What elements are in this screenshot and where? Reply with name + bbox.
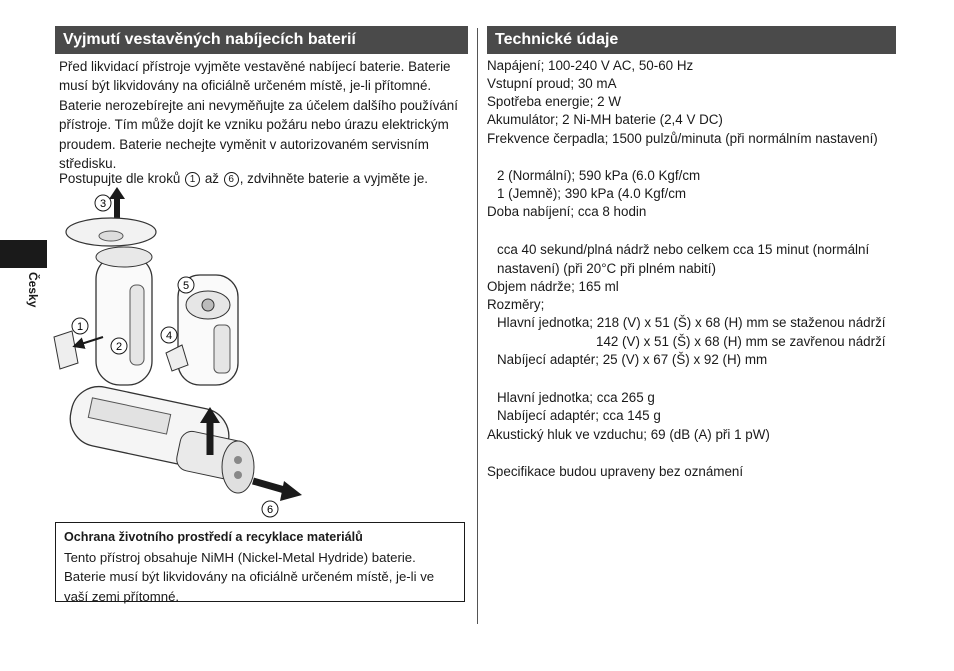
- language-label: Česky: [26, 272, 40, 308]
- spec-line: Doba nabíjení; cca 8 hodin: [487, 204, 647, 219]
- environment-notice-title: Ochrana životního prostředí a recyklace materiálů: [64, 530, 363, 544]
- spec-line: Spotřeba energie; 2 W: [487, 94, 621, 109]
- spec-line: 2 (Normální); 590 kPa (6.0 Kgf/cm: [497, 168, 701, 183]
- spec-line: Rozměry;: [487, 297, 545, 312]
- battery-removal-paragraph: Před likvidací přístroje vyjměte vestavěné nabíjecí baterie. Baterie musí být likvidovány na oficiálně určeném místě, je-li přítomné. Baterie nerozebírejte ani nevyměňujte za účelem dalšího používání přístroje. Tím může dojít ke vzniku požáru nebo úrazu elektrickým proudem. Baterie nechejte vyměnit v autorizovaném servisním středisku.: [59, 59, 458, 172]
- figure-label-3: 3: [99, 198, 107, 210]
- language-tab: [0, 240, 47, 268]
- steps-suffix: , zdvihněte baterie a vyjměte je.: [239, 171, 429, 186]
- technical-data-heading: Technické údaje: [487, 26, 896, 54]
- spec-line: Hlavní jednotka; cca 265 g: [497, 390, 655, 405]
- spec-line: 1 (Jemně); 390 kPa (4.0 Kgf/cm: [497, 186, 687, 201]
- figure-label-2: 2: [115, 341, 123, 353]
- spec-line: Frekvence čerpadla; 1500 pulzů/minuta (při normálním nastavení): [487, 131, 878, 146]
- spec-line: cca 40 sekund/plná nádrž nebo celkem cca 15 minut (normální: [497, 242, 870, 257]
- spec-line: nastavení) (při 20°C při plném nabití): [497, 261, 716, 276]
- spec-line: Hlavní jednotka; 218 (V) x 51 (Š) x 68 (H) mm se staženou nádrží: [497, 315, 886, 330]
- spec-line: Akustický hluk ve vzduchu; 69 (dB (A) při 1 pW): [487, 427, 770, 442]
- figure-label-4: 4: [165, 330, 173, 342]
- figure-label-6: 6: [266, 504, 274, 516]
- steps-mid: až: [204, 171, 219, 186]
- environment-notice-box: [55, 522, 465, 602]
- spec-line: Specifikace budou upraveny bez oznámení: [487, 464, 744, 479]
- spec-line: 142 (V) x 51 (Š) x 68 (H) mm se zavřenou nádrží: [596, 334, 886, 349]
- environment-notice-line: vaší zemi přítomné.: [64, 588, 180, 604]
- spec-line: Napájení; 100-240 V AC, 50-60 Hz: [487, 58, 694, 73]
- steps-prefix: Postupujte dle kroků: [59, 171, 181, 186]
- spec-line: Objem nádrže; 165 ml: [487, 279, 619, 294]
- column-divider: [477, 28, 478, 624]
- step-1-marker: 1: [185, 172, 200, 187]
- figure-label-5: 5: [182, 280, 190, 292]
- spec-line: Nabíjecí adaptér; 25 (V) x 67 (Š) x 92 (H) mm: [497, 352, 768, 367]
- figure-label-1: 1: [76, 321, 84, 333]
- environment-notice-line: Tento přístroj obsahuje NiMH (Nickel-Metal Hydride) baterie.: [64, 549, 416, 565]
- spec-line: Vstupní proud; 30 mA: [487, 76, 617, 91]
- battery-removal-illustration: [48, 185, 308, 520]
- spec-line: Akumulátor; 2 Ni-MH baterie (2,4 V DC): [487, 112, 723, 127]
- step-6-marker: 6: [224, 172, 239, 187]
- battery-removal-heading: Vyjmutí vestavěných nabíjecích baterií: [55, 26, 468, 54]
- environment-notice-line: Baterie musí být likvidovány na oficiálně určeném místě, je-li ve: [64, 569, 435, 584]
- spec-line: Nabíjecí adaptér; cca 145 g: [497, 408, 661, 423]
